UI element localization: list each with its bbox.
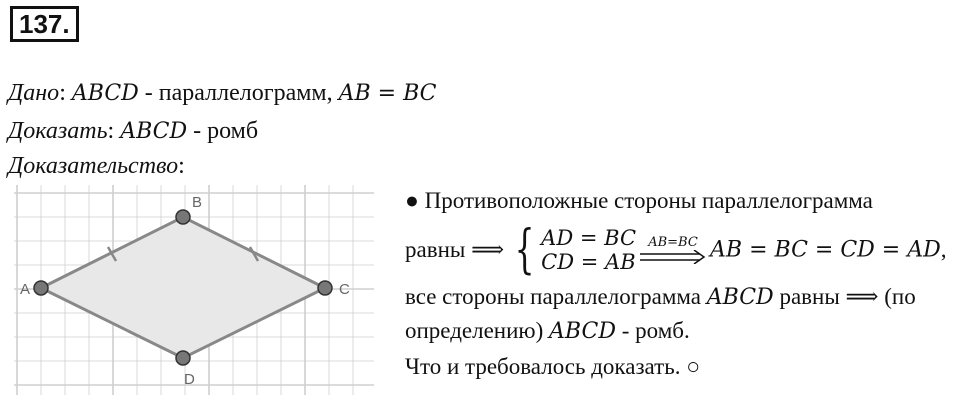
given-label: Дано <box>8 80 60 106</box>
arrow-label: AB=BC <box>648 235 698 250</box>
vertex-label-b: B <box>192 194 203 211</box>
proof-label: Доказательство <box>8 153 179 179</box>
system-equations <box>541 226 636 274</box>
equation-system <box>508 220 637 280</box>
prove-figure-name: ABCD <box>120 119 188 144</box>
proof-line-3-a: все стороны параллелограмма <box>405 284 707 309</box>
proof-line-4-a: определению) <box>405 318 550 343</box>
proof-heading <box>8 153 185 180</box>
double-arrow-icon <box>638 250 708 264</box>
vertex-label-d: D <box>184 371 195 388</box>
given-figure-name: ABCD <box>71 81 139 106</box>
rhombus-figure <box>14 185 374 395</box>
prove-statement: - ромб <box>187 118 259 144</box>
prove-label: Доказать <box>8 118 108 144</box>
vertex-label-c: C <box>339 281 350 298</box>
vertex-c <box>318 281 332 295</box>
given-line <box>8 80 437 107</box>
vertex-b <box>176 210 190 224</box>
given-colon: : <box>59 80 66 106</box>
system-brace: { <box>514 220 535 280</box>
proof-line-3-b: равны ⟹ (по <box>773 284 916 309</box>
proof-line-4-math: ABCD <box>549 319 616 344</box>
proof-line-3 <box>405 284 916 310</box>
implies-arrow <box>638 236 708 264</box>
prove-line <box>8 118 258 145</box>
given-statement: - параллелограмм, <box>138 80 339 106</box>
system-eq-2: CD = AB <box>541 250 636 274</box>
vertex-label-a: A <box>20 281 31 298</box>
proof-line-2-text: равны <box>405 237 472 262</box>
conclusion-comma: , <box>940 237 947 262</box>
conclusion-equation: AB = BC = CD = AD <box>710 237 941 263</box>
proof-line-2 <box>405 220 947 280</box>
given-condition: AB = BC <box>338 81 437 106</box>
vertex-d <box>176 351 190 365</box>
proof-line-5: Что и требовалось доказать. ○ <box>405 354 701 379</box>
implies-symbol-1: ⟹ <box>471 237 505 262</box>
proof-line-3-math: ABCD <box>706 285 774 310</box>
system-eq-1: AD = BC <box>541 226 637 250</box>
prove-colon: : <box>107 118 115 144</box>
vertex-a <box>34 281 48 295</box>
proof-line-4-b: - ромб. <box>615 318 690 343</box>
problem-number: 137. <box>10 6 79 42</box>
proof-line-4 <box>405 318 690 344</box>
proof-colon: : <box>178 153 185 179</box>
proof-line-1: ● Противоположные стороны параллелограмма <box>405 188 873 213</box>
